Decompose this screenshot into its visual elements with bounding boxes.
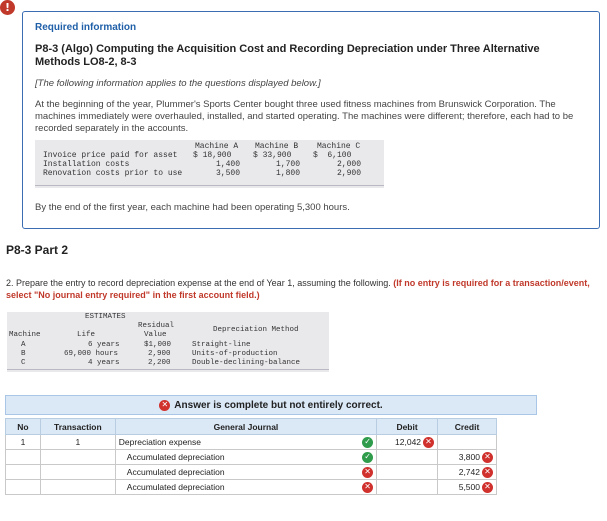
incorrect-icon: ✕ xyxy=(362,482,373,493)
estimates-table xyxy=(7,312,329,372)
alert-icon: ! xyxy=(0,0,15,15)
estimate-residual: $1,000 xyxy=(144,341,172,349)
problem-narrative: At the beginning of the year, Plummer's Sports Center bought three used fitness machines from Brunswick Corporation. The machines immediately were overhauled, installed, and started operating. The machines were different; therefore, each had to be recorded separately in the accounts. xyxy=(35,99,574,134)
correct-icon: ✓ xyxy=(362,437,373,448)
account-field[interactable]: Accumulated depreciation xyxy=(126,482,225,492)
cost-row-label: Invoice price paid for asset xyxy=(43,151,178,160)
estimate-machine: B xyxy=(21,350,26,358)
col-header-credit: Credit xyxy=(438,419,497,435)
table-divider xyxy=(7,369,329,370)
estimates-group-header: ESTIMATES xyxy=(85,313,126,321)
col-header-value: Value xyxy=(144,331,167,339)
machine-cost-table xyxy=(35,140,384,188)
requirement-instruction: (If no entry is required for a transaction/event, select "No journal entry required" in the first account field.) xyxy=(6,278,590,300)
incorrect-icon: ✕ xyxy=(482,452,493,463)
cost-value: $ 6,100 xyxy=(313,151,352,160)
cost-value: 1,800 xyxy=(276,169,301,178)
debit-field[interactable]: 12,042 xyxy=(395,437,422,447)
estimate-machine: A xyxy=(21,341,26,349)
account-field[interactable]: Depreciation expense xyxy=(118,437,202,447)
transaction-number: 1 xyxy=(40,435,115,450)
journal-row xyxy=(6,465,497,480)
cost-value: 3,500 xyxy=(216,169,241,178)
credit-field[interactable]: 2,742 xyxy=(458,467,480,477)
requirement-prompt: 2. Prepare the entry to record depreciation expense at the end of Year 1, assuming the following. xyxy=(6,278,391,288)
cost-value: $ 33,900 xyxy=(253,151,292,160)
estimate-machine: C xyxy=(21,359,26,367)
required-information-heading: Required information xyxy=(35,22,137,33)
col-header-general-journal: General Journal xyxy=(115,419,376,435)
col-header-no: No xyxy=(6,419,41,435)
credit-cell[interactable] xyxy=(438,435,497,450)
cost-value: 2,000 xyxy=(337,160,362,169)
debit-cell[interactable] xyxy=(377,450,438,465)
col-header-debit: Debit xyxy=(377,419,438,435)
estimate-residual: 2,900 xyxy=(148,350,171,358)
incorrect-icon: ✕ xyxy=(482,482,493,493)
credit-field[interactable]: 5,500 xyxy=(458,482,480,492)
col-header-method: Depreciation Method xyxy=(213,326,299,334)
journal-row xyxy=(6,480,497,495)
requirement-text xyxy=(6,277,596,301)
estimate-residual: 2,200 xyxy=(148,359,171,367)
problem-title: P8-3 (Algo) Computing the Acquisition Cost and Recording Depreciation under Three Alternative Methods LO8-2, 8-3 xyxy=(35,43,540,68)
account-cell[interactable] xyxy=(115,480,376,495)
credit-cell[interactable] xyxy=(438,465,497,480)
debit-cell[interactable] xyxy=(377,435,438,450)
journal-row xyxy=(6,450,497,465)
correct-icon: ✓ xyxy=(362,452,373,463)
estimate-life: 69,000 hours xyxy=(64,350,119,358)
cost-value: 1,400 xyxy=(216,160,241,169)
account-cell[interactable] xyxy=(115,450,376,465)
table-divider xyxy=(35,185,384,188)
account-field[interactable]: Accumulated depreciation xyxy=(126,452,225,462)
account-field[interactable]: Accumulated depreciation xyxy=(126,467,225,477)
info-note: [The following information applies to the questions displayed below.] xyxy=(35,78,321,89)
estimate-life: 6 years xyxy=(88,341,120,349)
col-header-life: Life xyxy=(77,331,96,339)
incorrect-icon: ✕ xyxy=(362,467,373,478)
required-information-panel xyxy=(22,11,600,229)
credit-field[interactable]: 3,800 xyxy=(458,452,480,462)
incorrect-icon: ✕ xyxy=(159,400,170,411)
estimate-method: Straight-line xyxy=(192,341,251,349)
entry-number: 1 xyxy=(6,435,41,450)
header-machine-a: Machine A xyxy=(195,142,239,151)
col-header-machine: Machine xyxy=(9,331,41,339)
col-header-transaction: Transaction xyxy=(40,419,115,435)
cost-row-label: Renovation costs prior to use xyxy=(43,169,183,178)
debit-cell[interactable] xyxy=(377,480,438,495)
answer-status-banner xyxy=(5,395,537,415)
estimate-method: Units-of-production xyxy=(192,350,278,358)
estimate-life: 4 years xyxy=(88,359,120,367)
header-machine-c: Machine C xyxy=(317,142,361,151)
journal-entry-table xyxy=(5,418,497,495)
credit-cell[interactable] xyxy=(438,450,497,465)
credit-cell[interactable] xyxy=(438,480,497,495)
estimate-method: Double-declining-balance xyxy=(192,359,301,367)
account-cell[interactable] xyxy=(115,465,376,480)
col-header-residual: Residual xyxy=(138,322,175,330)
account-cell[interactable] xyxy=(115,435,376,450)
cost-value: 2,900 xyxy=(337,169,362,178)
header-machine-b: Machine B xyxy=(255,142,299,151)
incorrect-icon: ✕ xyxy=(482,467,493,478)
part-title: P8-3 Part 2 xyxy=(6,243,69,257)
answer-status-text: Answer is complete but not entirely correct. xyxy=(174,399,383,411)
journal-row xyxy=(6,435,497,450)
debit-cell[interactable] xyxy=(377,465,438,480)
cost-row-label: Installation costs xyxy=(43,160,130,169)
operating-hours-text: By the end of the first year, each machine had been operating 5,300 hours. xyxy=(35,202,350,213)
cost-value: $ 18,900 xyxy=(193,151,232,160)
cost-value: 1,700 xyxy=(276,160,301,169)
incorrect-icon: ✕ xyxy=(423,437,434,448)
